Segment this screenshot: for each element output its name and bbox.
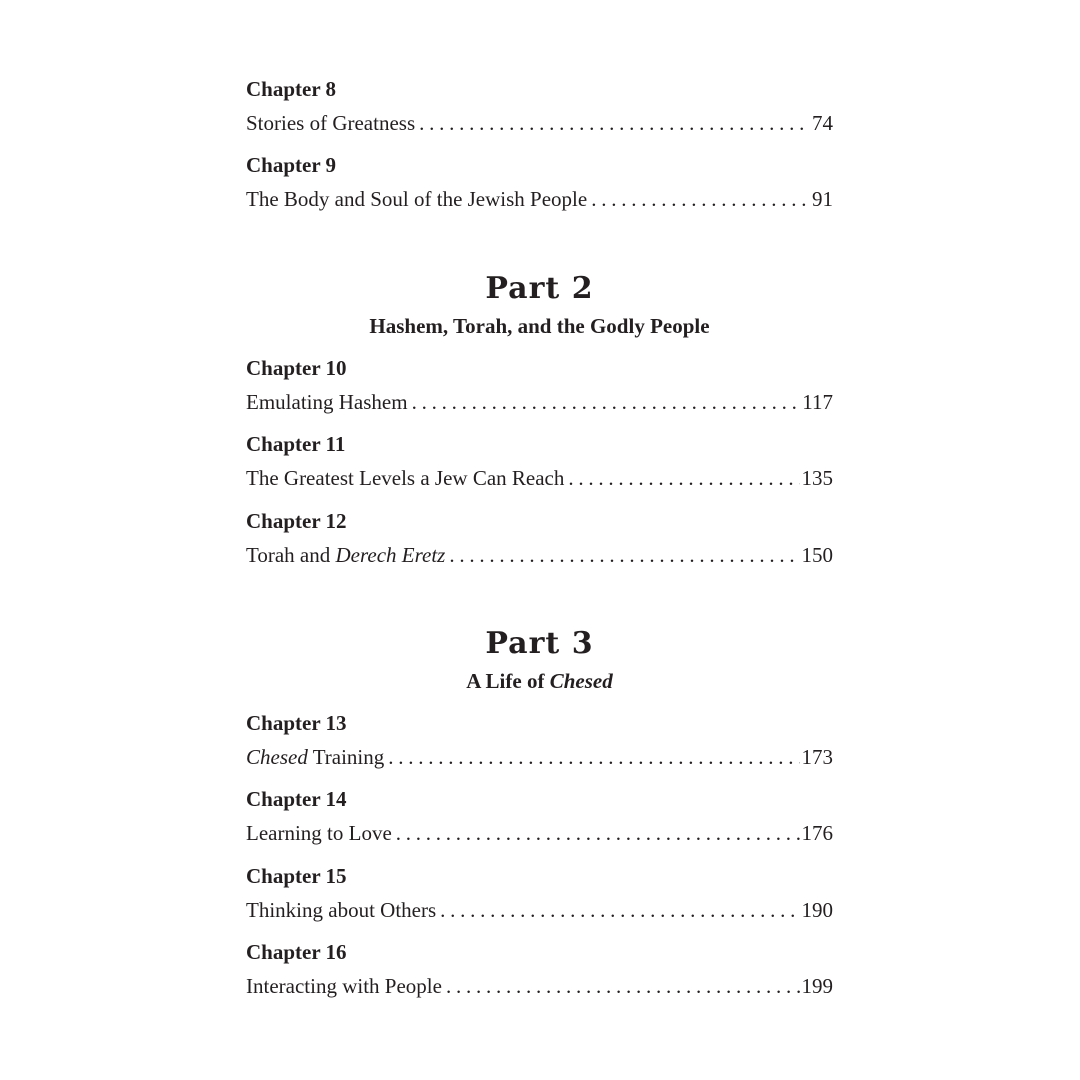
toc-entry-chapter-14 (246, 787, 833, 845)
part-number: Part 2 (485, 271, 594, 306)
dot-leader (412, 390, 801, 414)
page-number: 173 (801, 745, 833, 769)
part-subtitle-prefix: A Life of (466, 669, 550, 693)
dot-leader (388, 745, 799, 769)
chapter-title-line[interactable] (246, 821, 833, 845)
toc-entry-chapter-16 (246, 940, 833, 998)
toc-entry-chapter-9 (246, 153, 833, 211)
chapter-title: Thinking about Others (246, 898, 437, 922)
dot-leader (419, 111, 810, 135)
part-subtitle: Hashem, Torah, and the Godly People (369, 314, 710, 338)
chapter-title-prefix: Torah and (246, 543, 336, 567)
chapter-label: Chapter 10 (246, 356, 347, 380)
chapter-title-line[interactable] (246, 898, 833, 922)
toc-entry-chapter-10 (246, 356, 833, 414)
chapter-title-line[interactable] (246, 111, 833, 135)
part-2-heading (246, 272, 833, 338)
dot-leader (440, 898, 799, 922)
toc-entry-chapter-13 (246, 711, 833, 769)
chapter-label: Chapter 8 (246, 77, 337, 101)
chapter-label: Chapter 14 (246, 787, 347, 811)
page-number: 176 (801, 821, 833, 845)
chapter-title-line[interactable] (246, 745, 833, 769)
dot-leader (446, 974, 800, 998)
chapter-title-italic: Chesed (246, 745, 308, 769)
part-number: Part 3 (485, 626, 594, 661)
page-number: 190 (801, 898, 833, 922)
part-3-heading (246, 627, 833, 693)
toc-entry-chapter-12 (246, 509, 833, 567)
dot-leader (568, 466, 799, 490)
page-number: 117 (802, 390, 833, 414)
chapter-title: The Body and Soul of the Jewish People (246, 187, 588, 211)
chapter-title: The Greatest Levels a Jew Can Reach (246, 466, 565, 490)
chapter-title-line[interactable] (246, 390, 833, 414)
chapter-title: Learning to Love (246, 821, 392, 845)
toc-entry-chapter-15 (246, 864, 833, 922)
page-number: 199 (801, 974, 833, 998)
chapter-title: Stories of Greatness (246, 111, 416, 135)
chapter-label: Chapter 13 (246, 711, 347, 735)
chapter-title-suffix: Training (307, 745, 385, 769)
page-number: 74 (812, 111, 833, 135)
dot-leader (591, 187, 810, 211)
chapter-title (246, 543, 445, 567)
chapter-title-line[interactable] (246, 543, 833, 567)
page-number: 135 (801, 466, 833, 490)
dot-leader (396, 821, 800, 845)
chapter-label: Chapter 12 (246, 509, 347, 533)
part-subtitle (246, 669, 833, 693)
page-number: 150 (801, 543, 833, 567)
part-subtitle-italic: Chesed (549, 669, 613, 693)
dot-leader (449, 543, 799, 567)
chapter-title-line[interactable] (246, 187, 833, 211)
chapter-title: Emulating Hashem (246, 390, 408, 414)
toc-entry-chapter-11 (246, 432, 833, 490)
chapter-label: Chapter 15 (246, 864, 347, 888)
chapter-title-italic: Derech Eretz (335, 543, 446, 567)
chapter-title-line[interactable] (246, 466, 833, 490)
chapter-title-line[interactable] (246, 974, 833, 998)
chapter-label: Chapter 11 (246, 432, 346, 456)
chapter-label: Chapter 16 (246, 940, 347, 964)
chapter-title: Interacting with People (246, 974, 442, 998)
toc-entry-chapter-8 (246, 77, 833, 135)
chapter-title (246, 745, 384, 769)
chapter-label: Chapter 9 (246, 153, 337, 177)
page-number: 91 (812, 187, 833, 211)
